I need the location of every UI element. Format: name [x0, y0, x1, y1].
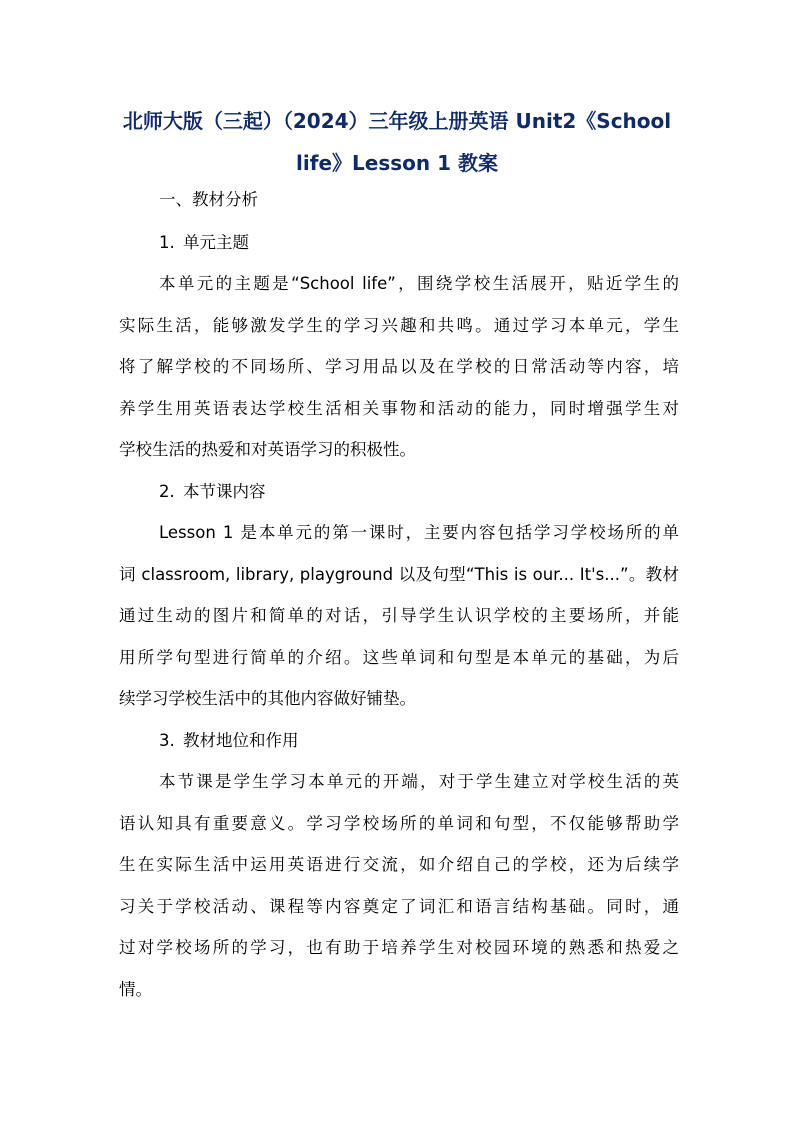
paragraph-line: 本单元的主题是“School life”，围绕学校生活展开，贴近学生的: [159, 274, 679, 293]
paragraph-line: 将了解学校的不同场所、学习用品以及在学校的日常活动等内容，培: [119, 357, 679, 376]
paragraph-line: 词 classroom, library, playground 以及句型“This is our... It's...”。教材: [119, 565, 679, 584]
paragraph-line: 情。: [119, 980, 152, 999]
section-heading: 一、教材分析: [159, 190, 258, 209]
paragraph-line: 续学习学校生活中的其他内容做好铺垫。: [119, 689, 416, 708]
subsection-heading: [159, 480, 679, 504]
paragraph-line: 通过生动的图片和简单的对话，引导学生认识学校的主要场所，并能: [119, 606, 679, 625]
subsection-number: 3.: [159, 731, 175, 750]
paragraph-line: 习关于学校活动、课程等内容奠定了词汇和语言结构基础。同时，通: [119, 897, 679, 916]
paragraph-line: 养学生用英语表达学校生活相关事物和活动的能力，同时增强学生对: [119, 399, 679, 418]
paragraph-line: 语认知具有重要意义。学习学校场所的单词和句型，不仅能够帮助学: [119, 814, 679, 833]
subsection-title: 本节课内容: [183, 482, 266, 501]
paragraph-line: 生在实际生活中运用英语进行交流，如介绍自己的学校，还为后续学: [119, 855, 679, 874]
subsection-heading: [159, 231, 679, 255]
paragraph-line: 学校生活的热爱和对英语学习的积极性。: [119, 440, 416, 459]
paragraph-line: 实际生活，能够激发学生的学习兴趣和共鸣。通过学习本单元，学生: [119, 316, 679, 335]
subsection-heading: [159, 729, 679, 753]
paragraph-line: 过对学校场所的学习，也有助于培养学生对校园环境的熟悉和热爱之: [119, 938, 679, 957]
paragraph-line: 本节课是学生学习本单元的开端，对于学生建立对学校生活的英: [159, 772, 679, 791]
subsection-number: 2.: [159, 482, 175, 501]
subsection-title: 单元主题: [183, 233, 249, 252]
paragraph-line: Lesson 1 是本单元的第一课时，主要内容包括学习学校场所的单: [159, 523, 679, 542]
document-title: 北师大版（三起）（2024）三年级上册英语 Unit2《School life》Lesson 1 教案: [122, 109, 672, 175]
subsection-title: 教材地位和作用: [183, 731, 299, 750]
subsection-number: 1.: [159, 233, 175, 252]
paragraph-line: 用所学句型进行简单的介绍。这些单词和句型是本单元的基础，为后: [119, 648, 679, 667]
